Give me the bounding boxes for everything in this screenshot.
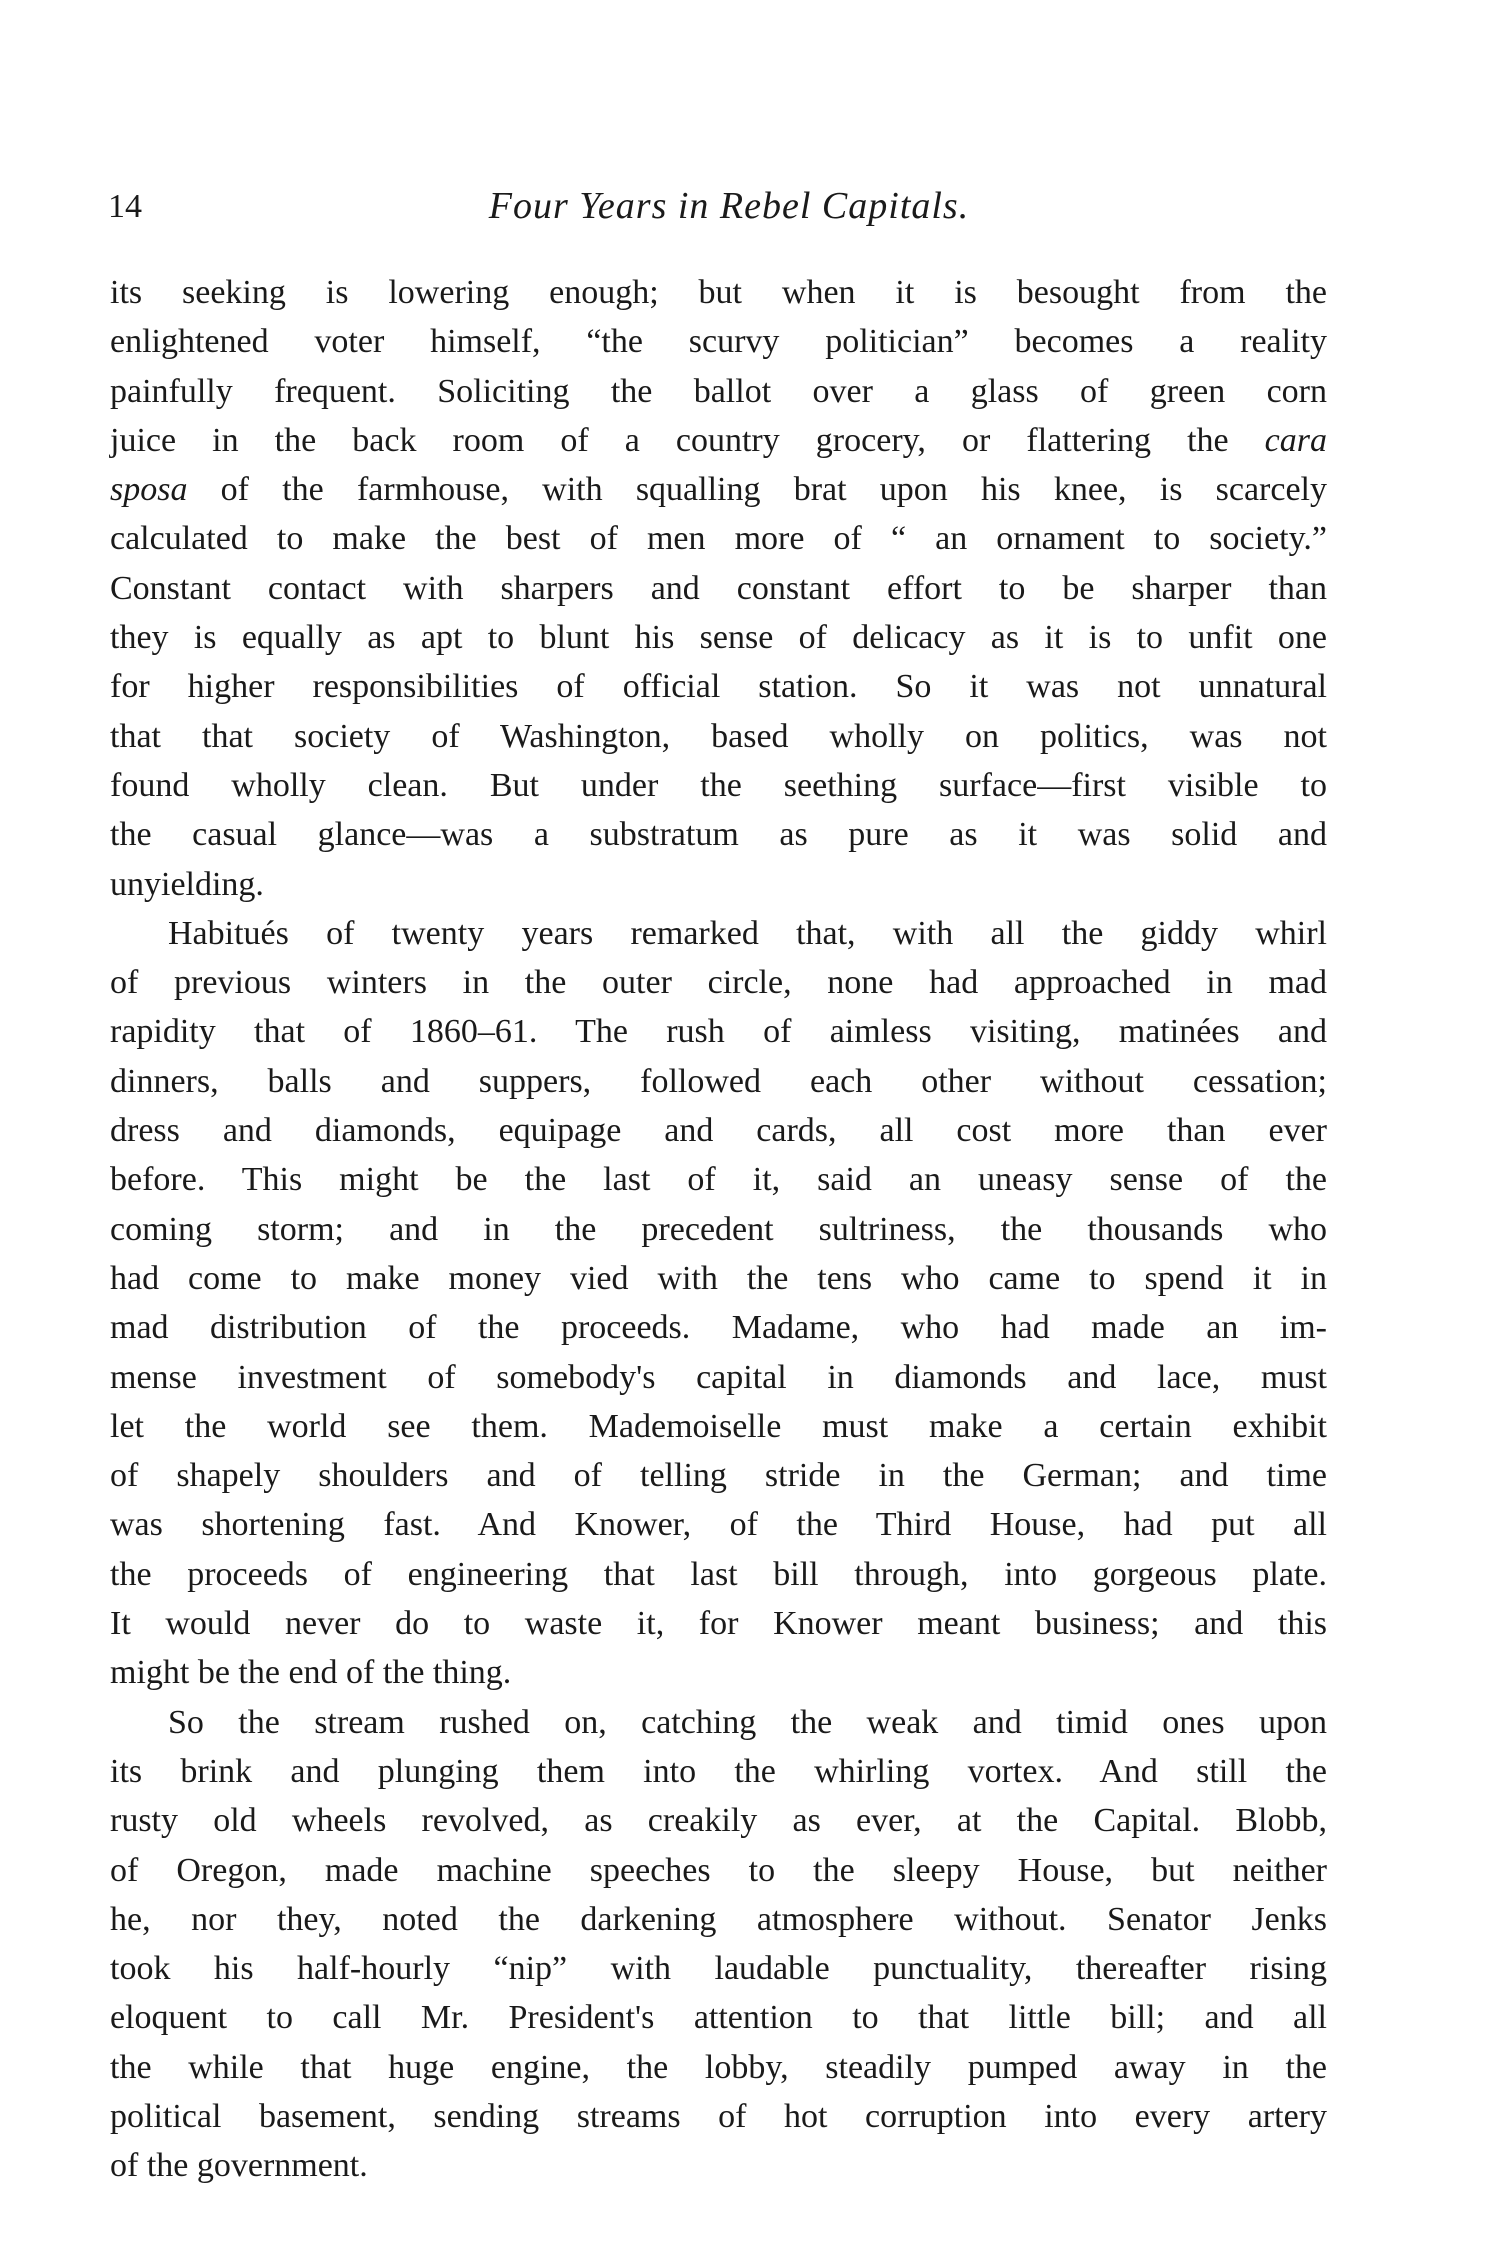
text-line: might be the end of the thing. bbox=[110, 1654, 512, 1692]
text-line: calculated to make the best of men more of “ an ornament to society.” bbox=[110, 520, 1327, 558]
text-line: had come to make money vied with the tens who came to spend it in bbox=[110, 1259, 1327, 1297]
text-line: its brink and plunging them into the whirling vortex. And still the bbox=[110, 1752, 1327, 1790]
italic-text: cara bbox=[1264, 421, 1327, 459]
text-line: the proceeds of engineering that last bill through, into gorgeous plate. bbox=[110, 1555, 1327, 1593]
text-line: eloquent to call Mr. President's attention to that little bill; and all bbox=[110, 1999, 1327, 2037]
text-line: let the world see them. Mademoiselle must make a certain exhibit bbox=[110, 1407, 1327, 1445]
text-line: the casual glance—was a substratum as pure as it was solid and bbox=[110, 816, 1327, 854]
text-line: It would never do to waste it, for Knower meant business; and this bbox=[110, 1605, 1327, 1643]
text-line: that that society of Washington, based wholly on politics, was not bbox=[110, 717, 1327, 755]
text-line: mense investment of somebody's capital in diamonds and lace, must bbox=[110, 1358, 1327, 1396]
text-line: of the government. bbox=[110, 2147, 368, 2185]
text-segment: juice in the back room of a country grocery, or flattering the bbox=[110, 421, 1265, 459]
text-line: dinners, balls and suppers, followed each other without cessation; bbox=[110, 1062, 1327, 1100]
text-line: Constant contact with sharpers and constant effort to be sharper than bbox=[110, 569, 1327, 607]
text-line: dress and diamonds, equipage and cards, all cost more than ever bbox=[110, 1112, 1327, 1150]
text-line: So the stream rushed on, catching the weak and timid ones upon bbox=[168, 1703, 1327, 1741]
text-line: painfully frequent. Soliciting the ballot over a glass of green corn bbox=[110, 372, 1327, 410]
text-line: Habitués of twenty years remarked that, with all the giddy whirl bbox=[168, 914, 1327, 952]
page-number: 14 bbox=[108, 188, 142, 225]
body-text bbox=[110, 268, 1327, 2191]
text-line: coming storm; and in the precedent sultriness, the thousands who bbox=[110, 1210, 1327, 1248]
text-line: before. This might be the last of it, said an uneasy sense of the bbox=[110, 1161, 1327, 1199]
text-line: rusty old wheels revolved, as creakily as ever, at the Capital. Blobb, bbox=[110, 1802, 1327, 1840]
text-segment: of the farmhouse, with squalling brat upon his knee, is scarcely bbox=[187, 471, 1327, 509]
text-line: enlightened voter himself, “the scurvy politician” becomes a reality bbox=[110, 323, 1327, 361]
text-line: political basement, sending streams of hot corruption into every artery bbox=[110, 2097, 1327, 2135]
paragraph bbox=[110, 1698, 1327, 2191]
text-line: its seeking is lowering enough; but when it is besought from the bbox=[110, 274, 1327, 311]
italic-text: sposa bbox=[110, 471, 188, 509]
text-line: unyielding. bbox=[110, 865, 264, 903]
text-line: rapidity that of 1860–61. The rush of aimless visiting, matinées and bbox=[110, 1013, 1327, 1051]
text-line: mad distribution of the proceeds. Madame, who had made an im- bbox=[110, 1309, 1327, 1347]
text-line: of shapely shoulders and of telling stride in the German; and time bbox=[110, 1457, 1327, 1495]
text-line bbox=[110, 465, 1327, 514]
text-line: found wholly clean. But under the seething surface—first visible to bbox=[110, 766, 1327, 804]
text-line: was shortening fast. And Knower, of the Third House, had put all bbox=[110, 1506, 1327, 1544]
text-line: of Oregon, made machine speeches to the sleepy House, but neither bbox=[110, 1851, 1327, 1889]
text-line: took his half-hourly “nip” with laudable punctuality, thereafter rising bbox=[110, 1950, 1327, 1988]
paragraph bbox=[110, 268, 1327, 909]
text-line: of previous winters in the outer circle, none had approached in mad bbox=[110, 964, 1327, 1002]
paragraph bbox=[110, 909, 1327, 1698]
text-line: they is equally as apt to blunt his sense of delicacy as it is to unfit one bbox=[110, 619, 1327, 657]
text-line: he, nor they, noted the darkening atmosphere without. Senator Jenks bbox=[110, 1900, 1327, 1938]
text-line: the while that huge engine, the lobby, steadily pumped away in the bbox=[110, 2048, 1327, 2086]
running-title: Four Years in Rebel Capitals. bbox=[488, 185, 970, 227]
text-line bbox=[110, 416, 1327, 465]
text-line: for higher responsibilities of official station. So it was not unnatural bbox=[110, 668, 1327, 706]
